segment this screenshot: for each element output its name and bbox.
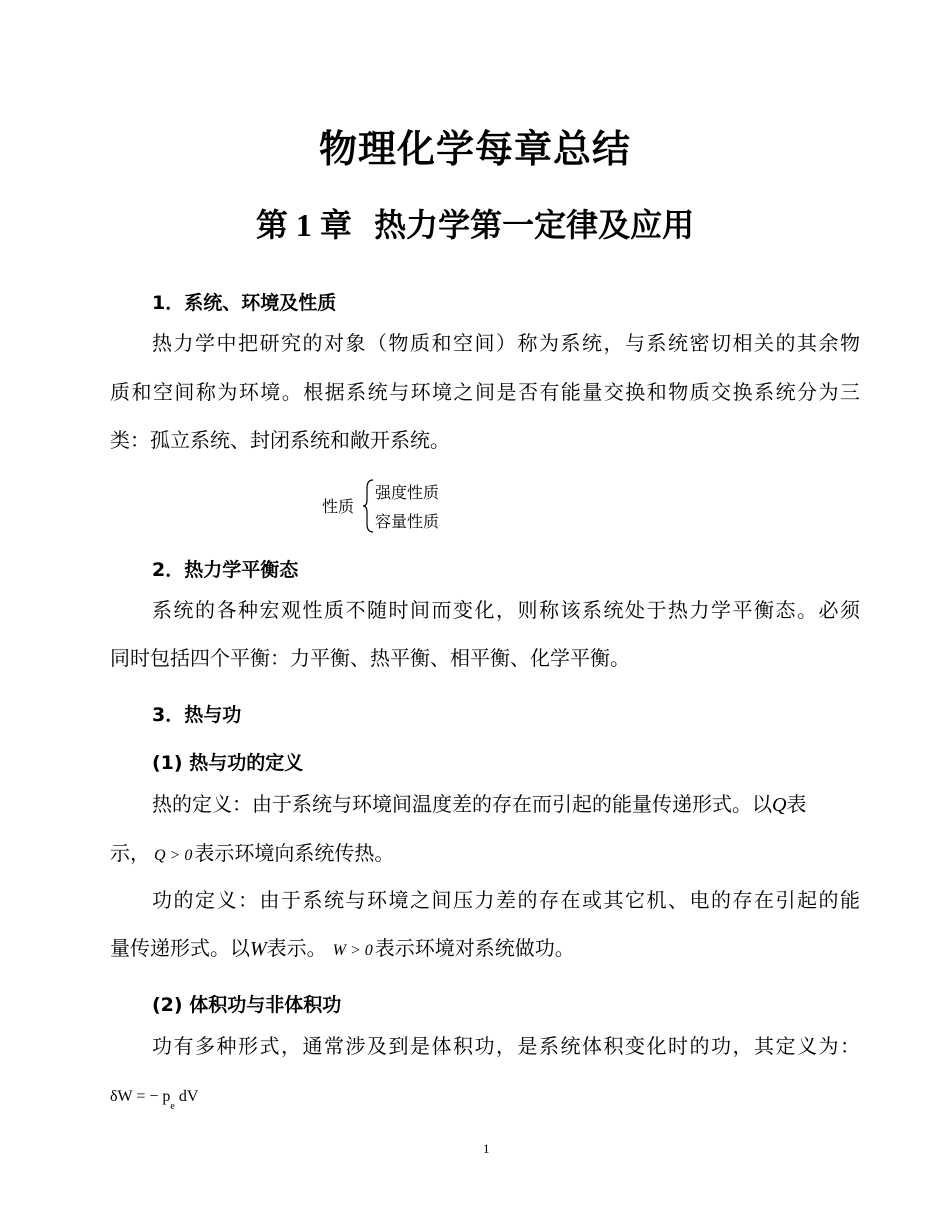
heat-symbol: Q (772, 794, 787, 816)
chapter-title (0, 200, 950, 246)
section-1-heading: 1．系统、环境及性质 (152, 292, 337, 314)
section-1-line-3: 类：孤立系统、封闭系统和敞开系统。 (110, 428, 450, 452)
work-condition: W > 0 (332, 942, 373, 959)
heat-definition-line-1 (152, 794, 806, 815)
heat-definition-line-2 (110, 843, 394, 866)
work-definition-line-2 (110, 938, 575, 961)
properties-item-extensive: 容量性质 (375, 512, 440, 531)
section-2-heading: 2．热力学平衡态 (152, 559, 299, 581)
main-title: 物理化学每章总结 (318, 127, 631, 171)
work-line-2-start: 量传递形式。以 (110, 936, 250, 960)
formula-subscript: e (170, 1101, 175, 1113)
chapter-number: 第 1 章 (255, 207, 352, 243)
work-definition-line-1: 功的定义：由于系统与环境之间压力差的存在或其它机、电的存在引起的能 (152, 888, 860, 912)
work-line-2-mid: 表示。 (266, 936, 327, 960)
heat-line-1-end: 表 (786, 792, 807, 816)
formula-main: δW = − p (110, 1088, 171, 1105)
work-formula (110, 1088, 199, 1113)
chapter-name: 热力学第一定律及应用 (374, 206, 695, 244)
subsection-2-heading: (2) 体积功与非体积功 (152, 994, 342, 1016)
heat-definition-text: 热的定义：由于系统与环境间温度差的存在而引起的能量传递形式。以 (152, 792, 772, 816)
section-1-line-2: 质和空间称为环境。根据系统与环境之间是否有能量交换和物质交换系统分为三 (110, 380, 860, 404)
properties-label: 性质 (322, 497, 355, 516)
work-symbol: W (250, 938, 267, 960)
subsection-1-heading: (1) 热与功的定义 (152, 752, 304, 774)
curly-brace-icon (362, 478, 376, 534)
section-1-line-1: 热力学中把研究的对象（物质和空间）称为系统，与系统密切相关的其余物 (152, 331, 860, 355)
section-2-line-2: 同时包括四个平衡：力平衡、热平衡、相平衡、化学平衡。 (110, 646, 630, 670)
page-number: 1 (483, 1141, 490, 1156)
heat-condition: Q > 0 (154, 847, 193, 864)
heat-line-2-end: 表示环境向系统传热。 (194, 841, 395, 865)
volume-work-line: 功有多种形式，通常涉及到是体积功，是系统体积变化时的功，其定义为： (152, 1034, 860, 1058)
work-line-2-end: 表示环境对系统做功。 (374, 936, 575, 960)
heat-line-2-start: 示， (110, 841, 150, 865)
properties-item-intensive: 强度性质 (375, 483, 440, 502)
section-2-line-1: 系统的各种宏观性质不随时间而变化，则称该系统处于热力学平衡态。必须 (152, 598, 860, 622)
section-3-heading: 3．热与功 (152, 704, 242, 726)
formula-end: dV (178, 1088, 199, 1105)
